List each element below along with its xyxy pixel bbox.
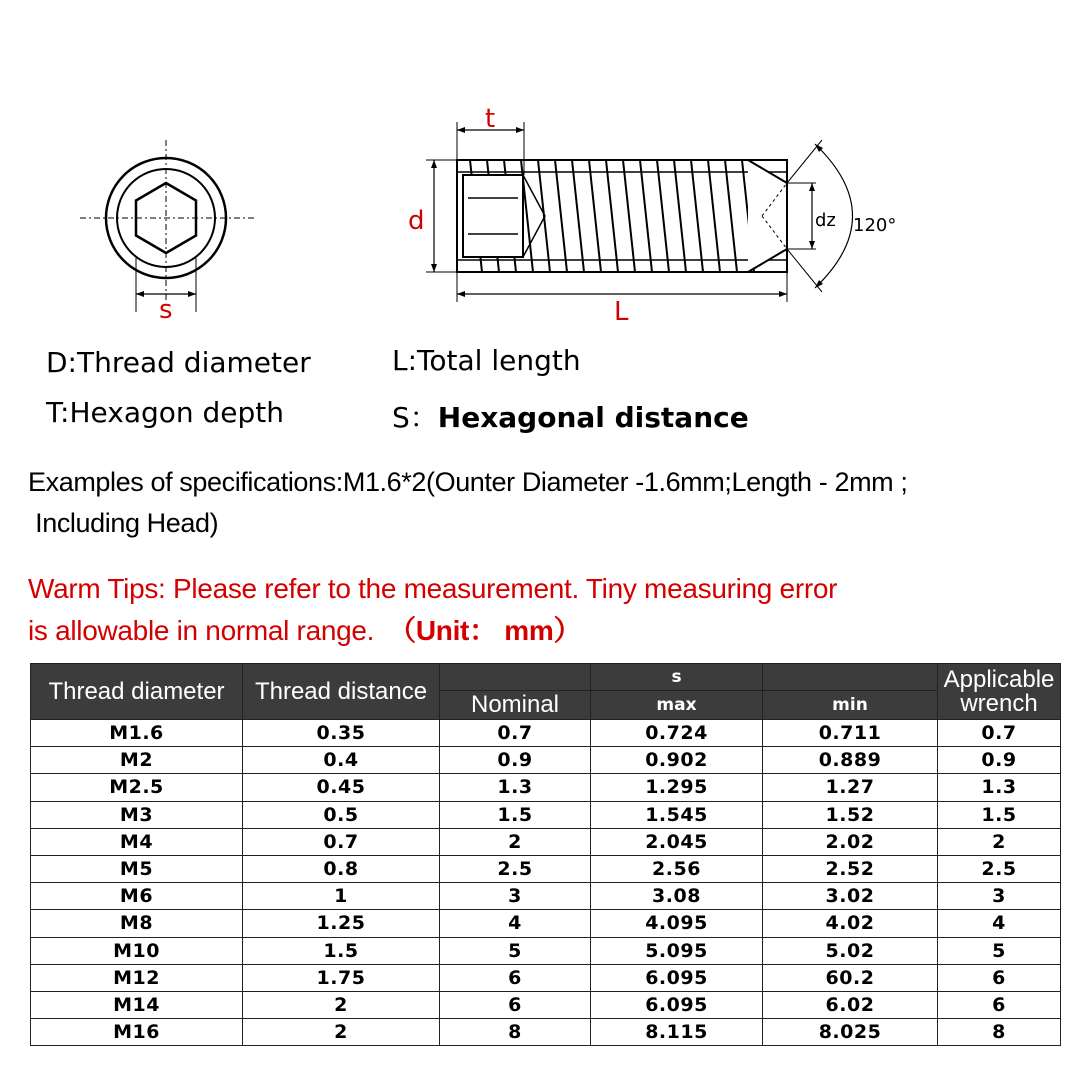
legend-total-length: L:Total length <box>392 344 581 377</box>
table-row <box>31 720 1061 747</box>
cell-thread-diameter: M3 <box>31 801 243 828</box>
cell-s-nominal: 0.7 <box>440 720 591 747</box>
cell-s-max: 3.08 <box>591 883 763 910</box>
cell-s-min: 1.52 <box>763 801 938 828</box>
specification-table <box>30 663 1061 1046</box>
cell-thread-distance: 0.5 <box>243 801 440 828</box>
cell-s-max: 8.115 <box>591 1019 763 1046</box>
thread-line <box>674 160 686 272</box>
table-row <box>31 747 1061 774</box>
dz-dimension-label: dz <box>815 210 836 231</box>
thread-line <box>555 160 567 272</box>
cell-applicable-wrench: 5 <box>938 937 1061 964</box>
cell-applicable-wrench: 2.5 <box>938 855 1061 882</box>
legend-s-prefix: S： <box>392 401 438 434</box>
table-row <box>31 828 1061 855</box>
table-row <box>31 964 1061 991</box>
cell-thread-diameter: M2.5 <box>31 774 243 801</box>
thread-line <box>708 160 720 272</box>
header-s-nominal-top <box>440 664 591 691</box>
cell-thread-distance: 0.7 <box>243 828 440 855</box>
cell-applicable-wrench: 4 <box>938 910 1061 937</box>
cell-applicable-wrench: 3 <box>938 883 1061 910</box>
cell-applicable-wrench: 1.5 <box>938 801 1061 828</box>
cell-thread-distance: 1.75 <box>243 964 440 991</box>
cell-thread-distance: 2 <box>243 991 440 1018</box>
cell-thread-diameter: M5 <box>31 855 243 882</box>
thread-line <box>691 160 703 272</box>
table-row <box>31 1019 1061 1046</box>
cell-s-nominal: 1.3 <box>440 774 591 801</box>
warm-tips <box>28 568 1068 652</box>
header-thread-distance: Thread distance <box>243 664 440 720</box>
cell-s-min: 0.889 <box>763 747 938 774</box>
d-dimension-label: d <box>408 206 425 236</box>
cell-s-max: 1.545 <box>591 801 763 828</box>
cell-s-max: 4.095 <box>591 910 763 937</box>
header-s-min-top <box>763 664 938 691</box>
cell-s-nominal: 6 <box>440 991 591 1018</box>
cell-thread-diameter: M1.6 <box>31 720 243 747</box>
cell-s-max: 0.724 <box>591 720 763 747</box>
cell-thread-distance: 1.5 <box>243 937 440 964</box>
legend-hexagon-depth: T:Hexagon depth <box>46 396 285 429</box>
cell-applicable-wrench: 8 <box>938 1019 1061 1046</box>
cell-s-nominal: 8 <box>440 1019 591 1046</box>
cell-s-nominal: 3 <box>440 883 591 910</box>
cell-s-min: 8.025 <box>763 1019 938 1046</box>
legend-thread-diameter: D:Thread diameter <box>46 346 311 379</box>
header-wrench-line-1: Applicable <box>943 665 1055 693</box>
cell-thread-diameter: M12 <box>31 964 243 991</box>
legend-s-text: Hexagonal distance <box>437 401 749 434</box>
cell-applicable-wrench: 0.9 <box>938 747 1061 774</box>
cell-applicable-wrench: 1.3 <box>938 774 1061 801</box>
cell-s-min: 5.02 <box>763 937 938 964</box>
cell-s-nominal: 0.9 <box>440 747 591 774</box>
cell-thread-distance: 2 <box>243 1019 440 1046</box>
cell-s-nominal: 5 <box>440 937 591 964</box>
cell-s-nominal: 4 <box>440 910 591 937</box>
table-row <box>31 937 1061 964</box>
cell-s-nominal: 2.5 <box>440 855 591 882</box>
table-row <box>31 991 1061 1018</box>
thread-line <box>725 160 737 272</box>
table-row <box>31 801 1061 828</box>
cell-s-min: 0.711 <box>763 720 938 747</box>
cell-thread-distance: 1.25 <box>243 910 440 937</box>
table-row <box>31 883 1061 910</box>
tips-line-2: is allowable in normal range. <box>28 615 375 646</box>
cell-thread-diameter: M10 <box>31 937 243 964</box>
header-s-group: s <box>591 664 763 691</box>
cell-thread-distance: 1 <box>243 883 440 910</box>
cell-s-min: 1.27 <box>763 774 938 801</box>
cell-thread-diameter: M6 <box>31 883 243 910</box>
l-dimension-label: L <box>614 297 629 327</box>
tips-unit: （Unit： mm） <box>388 615 582 646</box>
cell-thread-distance: 0.8 <box>243 855 440 882</box>
cell-s-max: 2.56 <box>591 855 763 882</box>
cell-s-nominal: 6 <box>440 964 591 991</box>
cell-s-max: 1.295 <box>591 774 763 801</box>
cell-thread-diameter: M16 <box>31 1019 243 1046</box>
cell-s-min: 60.2 <box>763 964 938 991</box>
cell-s-min: 4.02 <box>763 910 938 937</box>
cell-s-max: 2.045 <box>591 828 763 855</box>
set-screw-drawing <box>0 0 1080 330</box>
cell-s-min: 6.02 <box>763 991 938 1018</box>
table-row <box>31 910 1061 937</box>
thread-line <box>572 160 584 272</box>
cell-s-min: 3.02 <box>763 883 938 910</box>
s-dimension-label: s <box>159 295 173 325</box>
cell-thread-distance: 0.45 <box>243 774 440 801</box>
specification-table-body <box>31 720 1061 1046</box>
header-max: max <box>591 691 763 720</box>
thread-line <box>606 160 618 272</box>
cell-s-max: 0.902 <box>591 747 763 774</box>
header-thread-diameter: Thread diameter <box>31 664 243 720</box>
cell-applicable-wrench: 0.7 <box>938 720 1061 747</box>
t-dimension-label: t <box>485 104 496 134</box>
legend-hexagonal-distance <box>392 396 749 436</box>
side-view <box>426 122 853 302</box>
header-nominal: Nominal <box>440 691 591 720</box>
cell-thread-distance: 0.35 <box>243 720 440 747</box>
cell-s-nominal: 2 <box>440 828 591 855</box>
cell-applicable-wrench: 2 <box>938 828 1061 855</box>
table-row <box>31 774 1061 801</box>
cell-thread-diameter: M8 <box>31 910 243 937</box>
tips-line-1: Warm Tips: Please refer to the measurement. Tiny measuring error <box>28 573 838 604</box>
cell-s-max: 6.095 <box>591 964 763 991</box>
cone-angle-label: 120° <box>853 215 897 236</box>
cell-s-nominal: 1.5 <box>440 801 591 828</box>
table-row <box>31 855 1061 882</box>
cell-thread-distance: 0.4 <box>243 747 440 774</box>
cell-s-min: 2.52 <box>763 855 938 882</box>
header-min: min <box>763 691 938 720</box>
thread-line <box>657 160 669 272</box>
cell-thread-diameter: M14 <box>31 991 243 1018</box>
thread-line <box>623 160 635 272</box>
thread-line <box>589 160 601 272</box>
thread-line <box>640 160 652 272</box>
cell-applicable-wrench: 6 <box>938 964 1061 991</box>
thread-line <box>538 160 550 272</box>
cell-s-max: 5.095 <box>591 937 763 964</box>
cell-s-max: 6.095 <box>591 991 763 1018</box>
cell-thread-diameter: M2 <box>31 747 243 774</box>
tips-line-2-wrap <box>28 610 1068 652</box>
cell-applicable-wrench: 6 <box>938 991 1061 1018</box>
cell-thread-diameter: M4 <box>31 828 243 855</box>
example-line-2: Including Head) <box>28 508 219 538</box>
header-wrench-line-2: wrench <box>960 689 1038 717</box>
header-applicable-wrench <box>938 664 1061 720</box>
specification-example <box>28 462 1068 544</box>
cell-s-min: 2.02 <box>763 828 938 855</box>
end-view <box>80 140 255 312</box>
example-line-1: Examples of specifications:M1.6*2(Ounter Diameter -1.6mm;Length - 2mm ; <box>28 467 908 497</box>
